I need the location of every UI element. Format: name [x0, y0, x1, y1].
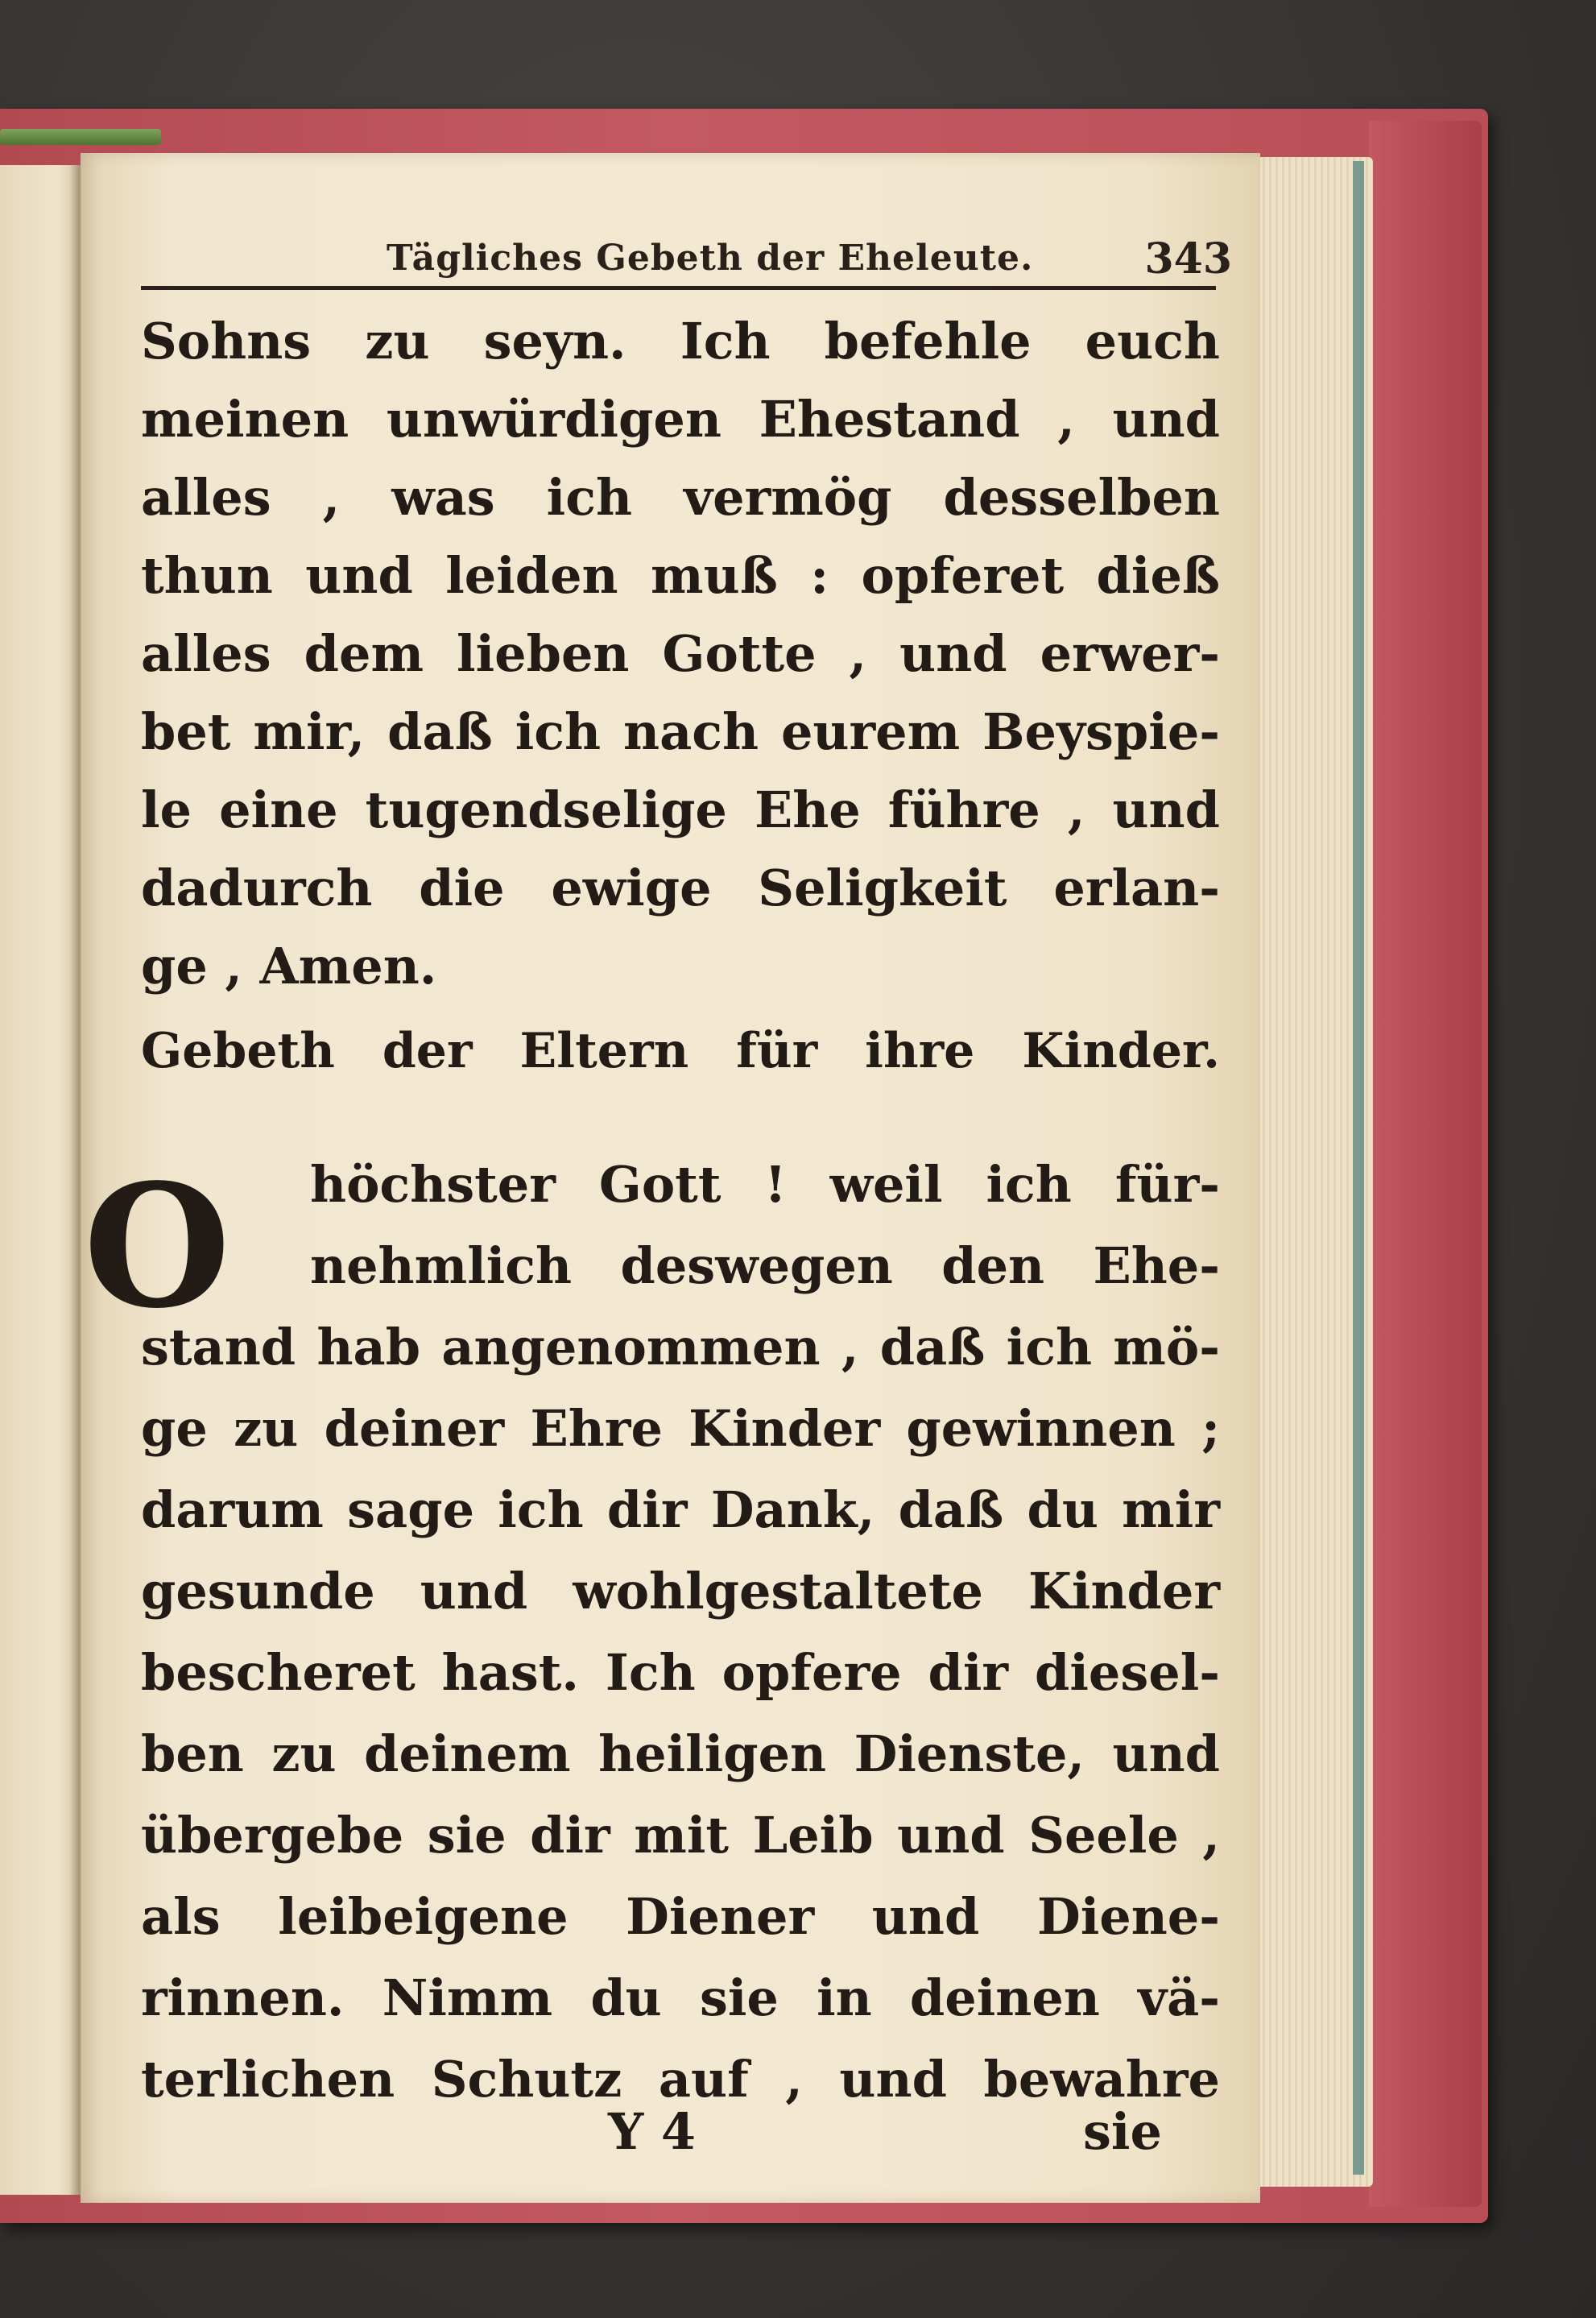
drop-cap: O — [83, 1147, 231, 1346]
text-line: als leibeigene Diener und Diene- — [141, 1887, 1220, 1946]
text-line: ben zu deinem heiligen Dienste, und — [141, 1724, 1220, 1783]
page-number: 343 — [1144, 234, 1232, 284]
text-line: meinen unwürdigen Ehestand , und — [141, 390, 1220, 449]
book-cover-edge — [1369, 121, 1482, 2207]
page-footer — [141, 2102, 1220, 2183]
text-line: Sohns zu seyn. Ich befehle euch — [141, 312, 1220, 370]
text-line: alles , was ich vermög desselben — [141, 468, 1220, 527]
text-line: rinnen. Nimm du sie in deinen vä- — [141, 1968, 1220, 2027]
signature-mark: Y 4 — [608, 2102, 696, 2161]
header-rule — [141, 286, 1216, 290]
prayer-text — [141, 1144, 1220, 2120]
gutter-shadow — [69, 165, 81, 2195]
body-text — [141, 302, 1220, 1005]
section-heading: Gebeth der Eltern für ihre Kinder. — [141, 1023, 1220, 1079]
text-line: höchster Gott ! weil ich für- — [310, 1155, 1220, 1214]
text-line: nehmlich deswegen den Ehe- — [310, 1236, 1220, 1295]
text-line: dadurch die ewige Seligkeit erlan- — [141, 859, 1220, 917]
bookmark-ribbon — [0, 129, 161, 145]
text-line: bescheret hast. Ich opfere dir diesel- — [141, 1643, 1220, 1702]
running-title: Tägliches Gebeth der Eheleute. — [387, 238, 1034, 279]
catchword: sie — [1083, 2102, 1162, 2161]
facing-page — [0, 165, 81, 2195]
text-line: terlichen Schutz auf , und bewahre — [141, 2050, 1220, 2109]
text-line: übergebe sie dir mit Leib und Seele , — [141, 1806, 1220, 1865]
text-line: ge , Amen. — [141, 937, 437, 995]
book-page — [81, 153, 1260, 2203]
text-line: alles dem lieben Gotte , und erwer- — [141, 624, 1220, 683]
text-line: bet mir, daß ich nach eurem Beyspie- — [141, 702, 1220, 761]
text-line: gesunde und wohlgestaltete Kinder — [141, 1562, 1220, 1621]
text-line: thun und leiden muß : opferet dieß — [141, 546, 1220, 605]
page-edge-stripe — [1353, 161, 1364, 2175]
page-header — [298, 234, 1232, 310]
text-line: darum sage ich dir Dank, daß du mir — [141, 1480, 1220, 1539]
text-line: ge zu deiner Ehre Kinder gewinnen ; — [141, 1399, 1220, 1458]
text-line: stand hab angenommen , daß ich mö- — [141, 1318, 1220, 1376]
text-line: le eine tugendselige Ehe führe , und — [141, 780, 1220, 839]
